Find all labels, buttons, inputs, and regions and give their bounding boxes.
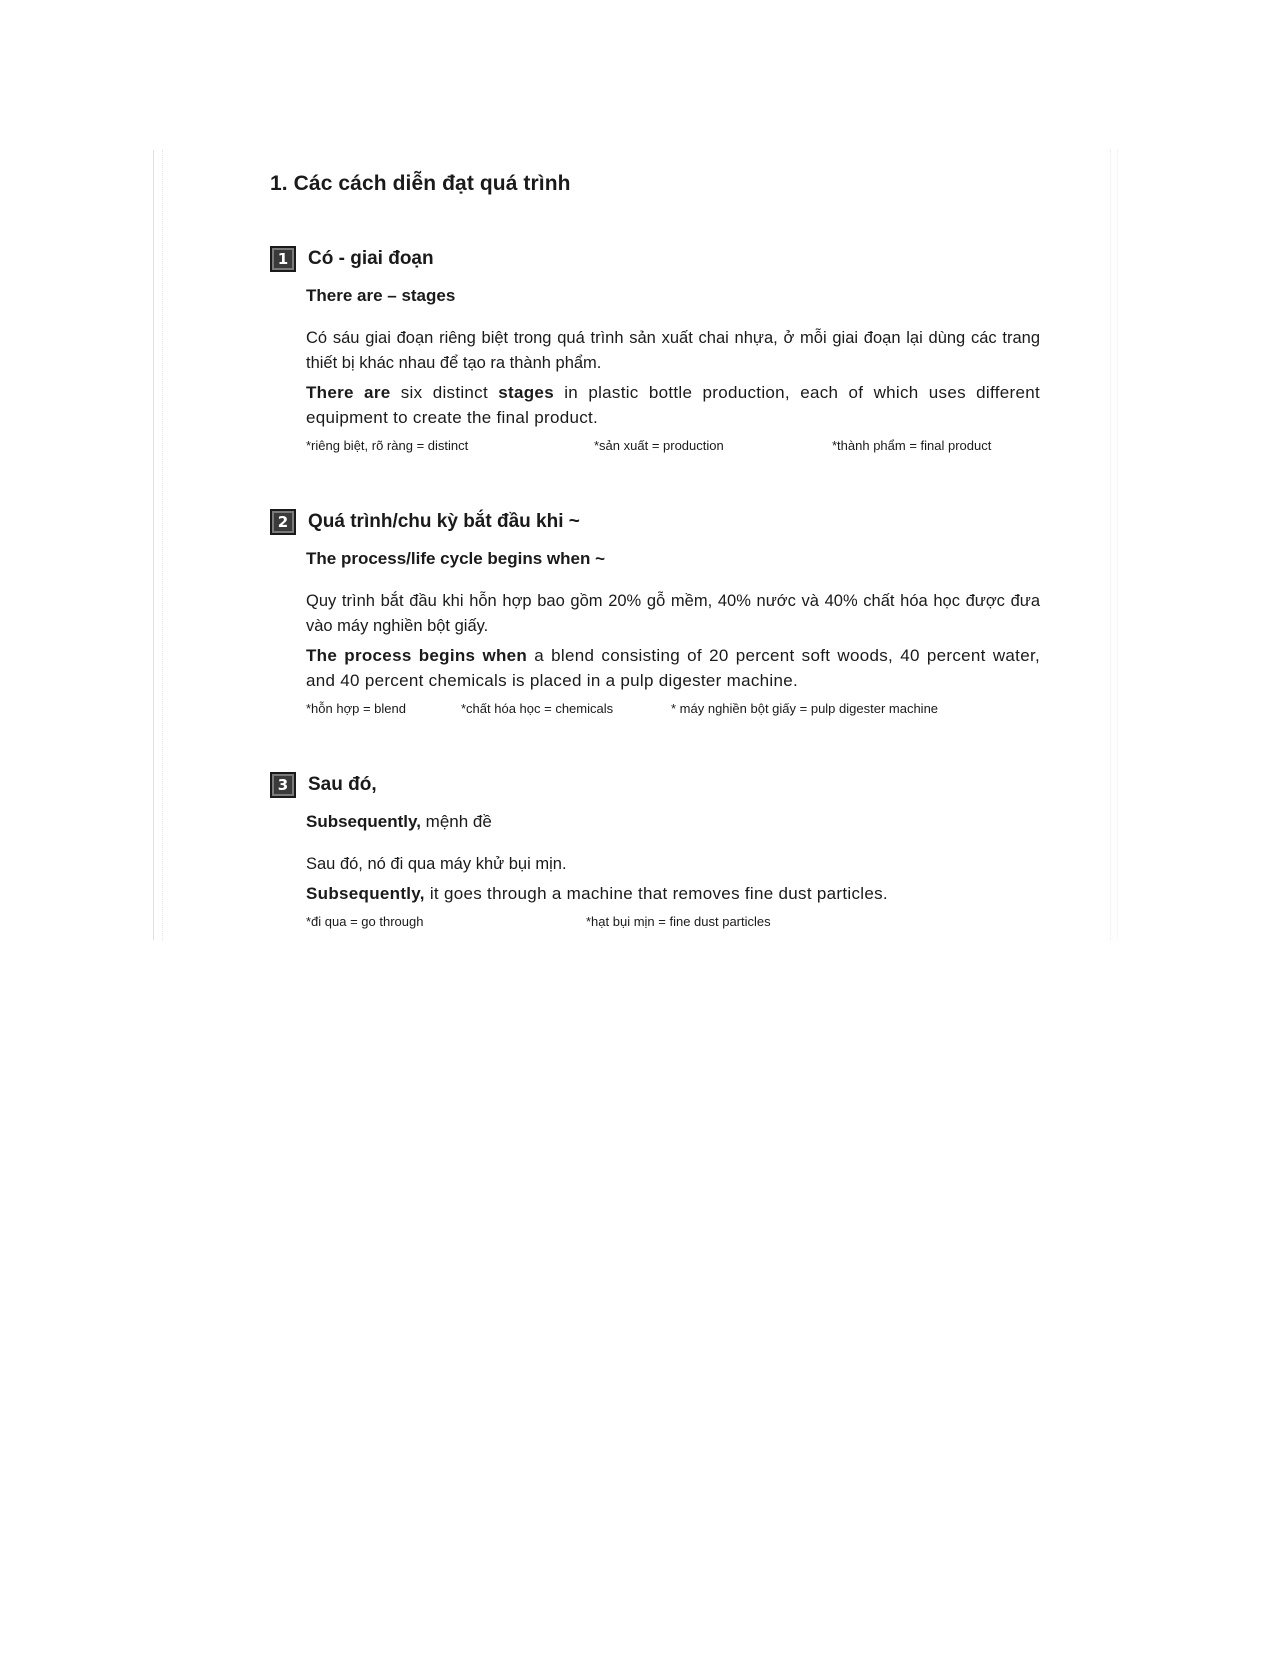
vocab-note: *hạt bụi mịn = fine dust particles [586,914,771,929]
expression-item-1 [270,246,1040,453]
item-heading [270,772,1040,798]
pattern-clause: mệnh đề [420,812,492,831]
vocab-note: *chất hóa học = chemicals [461,701,614,716]
vietnamese-example: Có sáu giai đoạn riêng biệt trong quá trình sản xuất chai nhựa, ở mỗi giai đoạn lại dùng các trang thiết bị khác nhau để tạo ra thành phẩm. [306,329,1040,372]
pattern: The process/life cycle begins when ~ [306,549,606,568]
keyword: There are [306,383,391,402]
vocab-notes [306,914,1040,929]
vocab-note: * máy nghiền bột giấy = pulp digester machine [671,701,939,716]
vietnamese-example: Sau đó, nó đi qua máy khử bụi mịn. [306,855,567,873]
example-text: a blend consisting of 20 percent soft woods, 40 percent water, and 40 percent chemicals is placed in a pulp digester machine. [306,646,1040,690]
english-example [306,380,1040,430]
keyword: stages [498,383,554,402]
expression-item-2 [270,509,1040,716]
heading-text: Sau đó, [308,774,377,795]
expression-item-3 [270,772,1040,929]
vocab-note: *hỗn hợp = blend [306,701,406,716]
keyword: The process begins when [306,646,528,665]
heading-text: Quá trình/chu kỳ bắt đầu khi ~ [308,511,580,532]
example-text: it goes through a machine that removes fine dust particles. [424,884,888,903]
scan-edge-right [1110,150,1118,940]
item-body [270,549,1040,716]
example-text: six distinct [390,383,499,402]
item-body [270,286,1040,453]
vocab-note: *sản xuất = production [594,438,724,453]
page-content [270,172,1040,985]
example-text: in plastic bottle production, each of which uses different equipment to create the final product. [306,383,1040,427]
pattern [306,812,1040,832]
vocab-notes [306,438,1040,453]
item-body [270,812,1040,929]
number-badge: 1 [270,246,296,272]
vietnamese-example: Quy trình bắt đầu khi hỗn hợp bao gồm 20% gỗ mềm, 40% nước và 40% chất hóa học được đưa vào máy nghiền bột giấy. [306,592,1040,635]
english-example [306,881,1040,906]
pattern: There are – stages [306,286,456,305]
english-example [306,643,1040,693]
scan-edge-left [153,150,163,940]
number-badge: 2 [270,509,296,535]
heading-text: Có - giai đoạn [308,248,434,269]
section-title: 1. Các cách diễn đạt quá trình [270,172,571,195]
vocab-note: *thành phẩm = final product [832,438,992,453]
keyword: Subsequently, [306,884,425,903]
vocab-note: *riêng biệt, rõ ràng = distinct [306,438,469,453]
number-badge: 3 [270,772,296,798]
item-heading [270,246,1040,272]
vocab-note: *đi qua = go through [306,914,424,929]
pattern-keyword: Subsequently, [306,812,421,831]
item-heading [270,509,1040,535]
vocab-notes [306,701,1040,716]
